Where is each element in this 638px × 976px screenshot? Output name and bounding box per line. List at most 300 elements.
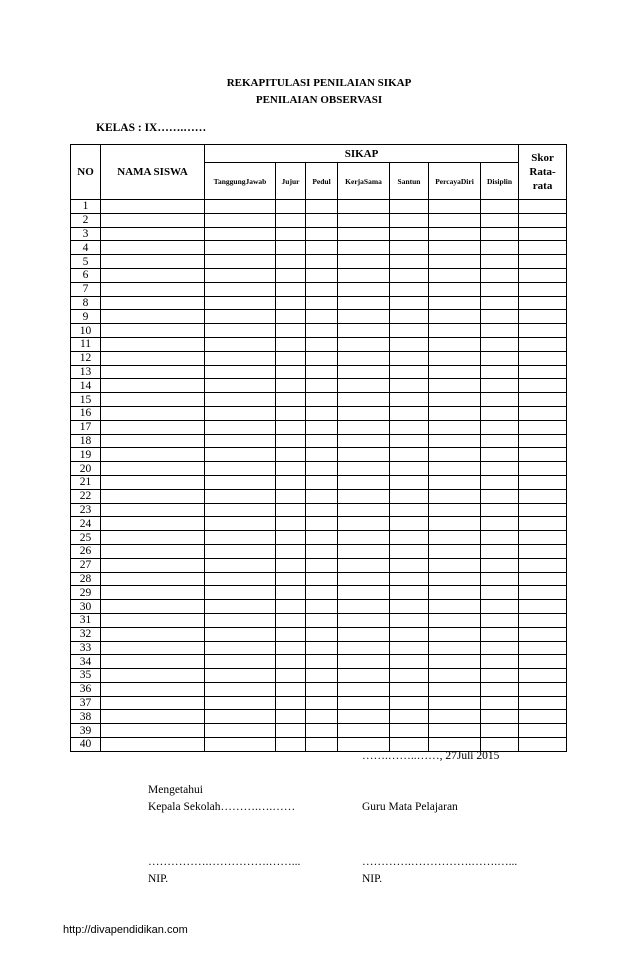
average-score-cell[interactable] — [519, 200, 567, 214]
attitude-score-cell[interactable] — [205, 324, 276, 338]
attitude-score-cell[interactable] — [276, 572, 306, 586]
student-name-cell[interactable] — [101, 627, 205, 641]
student-name-cell[interactable] — [101, 710, 205, 724]
attitude-score-cell[interactable] — [205, 724, 276, 738]
student-name-cell[interactable] — [101, 682, 205, 696]
attitude-score-cell[interactable] — [205, 613, 276, 627]
student-name-cell[interactable] — [101, 696, 205, 710]
attitude-score-cell[interactable] — [390, 337, 429, 351]
attitude-score-cell[interactable] — [205, 406, 276, 420]
attitude-score-cell[interactable] — [338, 351, 390, 365]
attitude-score-cell[interactable] — [205, 475, 276, 489]
student-name-cell[interactable] — [101, 337, 205, 351]
attitude-score-cell[interactable] — [338, 268, 390, 282]
average-score-cell[interactable] — [519, 268, 567, 282]
attitude-score-cell[interactable] — [205, 544, 276, 558]
attitude-score-cell[interactable] — [205, 241, 276, 255]
attitude-score-cell[interactable] — [429, 627, 481, 641]
attitude-score-cell[interactable] — [429, 682, 481, 696]
attitude-score-cell[interactable] — [276, 462, 306, 476]
attitude-score-cell[interactable] — [429, 296, 481, 310]
attitude-score-cell[interactable] — [390, 627, 429, 641]
attitude-score-cell[interactable] — [276, 558, 306, 572]
attitude-score-cell[interactable] — [306, 724, 338, 738]
attitude-score-cell[interactable] — [205, 655, 276, 669]
attitude-score-cell[interactable] — [276, 586, 306, 600]
attitude-score-cell[interactable] — [306, 420, 338, 434]
attitude-score-cell[interactable] — [205, 282, 276, 296]
attitude-score-cell[interactable] — [429, 475, 481, 489]
average-score-cell[interactable] — [519, 544, 567, 558]
attitude-score-cell[interactable] — [429, 613, 481, 627]
attitude-score-cell[interactable] — [481, 544, 519, 558]
attitude-score-cell[interactable] — [276, 475, 306, 489]
attitude-score-cell[interactable] — [276, 393, 306, 407]
attitude-score-cell[interactable] — [306, 310, 338, 324]
attitude-score-cell[interactable] — [276, 282, 306, 296]
attitude-score-cell[interactable] — [205, 531, 276, 545]
attitude-score-cell[interactable] — [306, 489, 338, 503]
attitude-score-cell[interactable] — [429, 268, 481, 282]
average-score-cell[interactable] — [519, 324, 567, 338]
attitude-score-cell[interactable] — [276, 724, 306, 738]
attitude-score-cell[interactable] — [390, 434, 429, 448]
attitude-score-cell[interactable] — [390, 241, 429, 255]
attitude-score-cell[interactable] — [429, 365, 481, 379]
student-name-cell[interactable] — [101, 379, 205, 393]
attitude-score-cell[interactable] — [306, 669, 338, 683]
student-name-cell[interactable] — [101, 200, 205, 214]
attitude-score-cell[interactable] — [390, 613, 429, 627]
average-score-cell[interactable] — [519, 337, 567, 351]
attitude-score-cell[interactable] — [276, 517, 306, 531]
attitude-score-cell[interactable] — [276, 351, 306, 365]
attitude-score-cell[interactable] — [481, 489, 519, 503]
average-score-cell[interactable] — [519, 724, 567, 738]
average-score-cell[interactable] — [519, 641, 567, 655]
attitude-score-cell[interactable] — [429, 379, 481, 393]
attitude-score-cell[interactable] — [276, 241, 306, 255]
attitude-score-cell[interactable] — [306, 213, 338, 227]
average-score-cell[interactable] — [519, 475, 567, 489]
average-score-cell[interactable] — [519, 531, 567, 545]
attitude-score-cell[interactable] — [390, 641, 429, 655]
average-score-cell[interactable] — [519, 255, 567, 269]
attitude-score-cell[interactable] — [276, 310, 306, 324]
average-score-cell[interactable] — [519, 503, 567, 517]
attitude-score-cell[interactable] — [429, 255, 481, 269]
attitude-score-cell[interactable] — [390, 710, 429, 724]
attitude-score-cell[interactable] — [205, 517, 276, 531]
average-score-cell[interactable] — [519, 310, 567, 324]
student-name-cell[interactable] — [101, 241, 205, 255]
attitude-score-cell[interactable] — [338, 337, 390, 351]
attitude-score-cell[interactable] — [429, 462, 481, 476]
attitude-score-cell[interactable] — [429, 572, 481, 586]
attitude-score-cell[interactable] — [429, 406, 481, 420]
attitude-score-cell[interactable] — [205, 669, 276, 683]
student-name-cell[interactable] — [101, 296, 205, 310]
attitude-score-cell[interactable] — [306, 379, 338, 393]
attitude-score-cell[interactable] — [429, 517, 481, 531]
attitude-score-cell[interactable] — [481, 517, 519, 531]
attitude-score-cell[interactable] — [205, 213, 276, 227]
attitude-score-cell[interactable] — [276, 710, 306, 724]
student-name-cell[interactable] — [101, 531, 205, 545]
attitude-score-cell[interactable] — [205, 738, 276, 752]
average-score-cell[interactable] — [519, 420, 567, 434]
attitude-score-cell[interactable] — [276, 531, 306, 545]
attitude-score-cell[interactable] — [338, 365, 390, 379]
attitude-score-cell[interactable] — [390, 586, 429, 600]
average-score-cell[interactable] — [519, 558, 567, 572]
attitude-score-cell[interactable] — [481, 365, 519, 379]
attitude-score-cell[interactable] — [338, 406, 390, 420]
attitude-score-cell[interactable] — [306, 572, 338, 586]
student-name-cell[interactable] — [101, 641, 205, 655]
attitude-score-cell[interactable] — [481, 682, 519, 696]
attitude-score-cell[interactable] — [338, 613, 390, 627]
attitude-score-cell[interactable] — [276, 255, 306, 269]
attitude-score-cell[interactable] — [306, 406, 338, 420]
attitude-score-cell[interactable] — [306, 738, 338, 752]
attitude-score-cell[interactable] — [306, 517, 338, 531]
attitude-score-cell[interactable] — [205, 600, 276, 614]
attitude-score-cell[interactable] — [306, 696, 338, 710]
attitude-score-cell[interactable] — [481, 641, 519, 655]
attitude-score-cell[interactable] — [481, 434, 519, 448]
average-score-cell[interactable] — [519, 572, 567, 586]
student-name-cell[interactable] — [101, 489, 205, 503]
student-name-cell[interactable] — [101, 655, 205, 669]
attitude-score-cell[interactable] — [481, 324, 519, 338]
attitude-score-cell[interactable] — [429, 241, 481, 255]
attitude-score-cell[interactable] — [338, 682, 390, 696]
attitude-score-cell[interactable] — [276, 489, 306, 503]
attitude-score-cell[interactable] — [205, 627, 276, 641]
attitude-score-cell[interactable] — [481, 503, 519, 517]
average-score-cell[interactable] — [519, 213, 567, 227]
attitude-score-cell[interactable] — [205, 200, 276, 214]
attitude-score-cell[interactable] — [276, 613, 306, 627]
attitude-score-cell[interactable] — [306, 448, 338, 462]
average-score-cell[interactable] — [519, 613, 567, 627]
student-name-cell[interactable] — [101, 213, 205, 227]
average-score-cell[interactable] — [519, 627, 567, 641]
attitude-score-cell[interactable] — [205, 710, 276, 724]
attitude-score-cell[interactable] — [481, 268, 519, 282]
student-name-cell[interactable] — [101, 517, 205, 531]
average-score-cell[interactable] — [519, 365, 567, 379]
attitude-score-cell[interactable] — [390, 655, 429, 669]
attitude-score-cell[interactable] — [306, 586, 338, 600]
attitude-score-cell[interactable] — [338, 558, 390, 572]
attitude-score-cell[interactable] — [338, 696, 390, 710]
attitude-score-cell[interactable] — [338, 489, 390, 503]
attitude-score-cell[interactable] — [276, 324, 306, 338]
attitude-score-cell[interactable] — [205, 462, 276, 476]
attitude-score-cell[interactable] — [481, 282, 519, 296]
student-name-cell[interactable] — [101, 572, 205, 586]
attitude-score-cell[interactable] — [306, 641, 338, 655]
attitude-score-cell[interactable] — [390, 489, 429, 503]
attitude-score-cell[interactable] — [481, 448, 519, 462]
attitude-score-cell[interactable] — [205, 434, 276, 448]
attitude-score-cell[interactable] — [429, 227, 481, 241]
attitude-score-cell[interactable] — [390, 462, 429, 476]
attitude-score-cell[interactable] — [306, 227, 338, 241]
attitude-score-cell[interactable] — [481, 558, 519, 572]
attitude-score-cell[interactable] — [429, 200, 481, 214]
attitude-score-cell[interactable] — [276, 296, 306, 310]
attitude-score-cell[interactable] — [306, 531, 338, 545]
attitude-score-cell[interactable] — [429, 586, 481, 600]
attitude-score-cell[interactable] — [276, 337, 306, 351]
attitude-score-cell[interactable] — [390, 558, 429, 572]
attitude-score-cell[interactable] — [429, 282, 481, 296]
attitude-score-cell[interactable] — [205, 572, 276, 586]
student-name-cell[interactable] — [101, 393, 205, 407]
attitude-score-cell[interactable] — [306, 503, 338, 517]
attitude-score-cell[interactable] — [481, 255, 519, 269]
attitude-score-cell[interactable] — [338, 544, 390, 558]
attitude-score-cell[interactable] — [338, 669, 390, 683]
attitude-score-cell[interactable] — [481, 406, 519, 420]
attitude-score-cell[interactable] — [390, 365, 429, 379]
attitude-score-cell[interactable] — [481, 393, 519, 407]
attitude-score-cell[interactable] — [205, 641, 276, 655]
attitude-score-cell[interactable] — [390, 544, 429, 558]
attitude-score-cell[interactable] — [481, 655, 519, 669]
attitude-score-cell[interactable] — [390, 572, 429, 586]
attitude-score-cell[interactable] — [205, 227, 276, 241]
attitude-score-cell[interactable] — [306, 655, 338, 669]
attitude-score-cell[interactable] — [338, 724, 390, 738]
attitude-score-cell[interactable] — [390, 517, 429, 531]
attitude-score-cell[interactable] — [429, 393, 481, 407]
attitude-score-cell[interactable] — [429, 448, 481, 462]
student-name-cell[interactable] — [101, 586, 205, 600]
average-score-cell[interactable] — [519, 406, 567, 420]
attitude-score-cell[interactable] — [306, 600, 338, 614]
average-score-cell[interactable] — [519, 600, 567, 614]
attitude-score-cell[interactable] — [338, 420, 390, 434]
attitude-score-cell[interactable] — [390, 531, 429, 545]
attitude-score-cell[interactable] — [276, 627, 306, 641]
average-score-cell[interactable] — [519, 227, 567, 241]
attitude-score-cell[interactable] — [481, 310, 519, 324]
attitude-score-cell[interactable] — [390, 600, 429, 614]
attitude-score-cell[interactable] — [338, 503, 390, 517]
student-name-cell[interactable] — [101, 613, 205, 627]
student-name-cell[interactable] — [101, 268, 205, 282]
attitude-score-cell[interactable] — [338, 572, 390, 586]
attitude-score-cell[interactable] — [429, 558, 481, 572]
attitude-score-cell[interactable] — [481, 462, 519, 476]
student-name-cell[interactable] — [101, 558, 205, 572]
attitude-score-cell[interactable] — [276, 544, 306, 558]
attitude-score-cell[interactable] — [390, 503, 429, 517]
attitude-score-cell[interactable] — [276, 365, 306, 379]
attitude-score-cell[interactable] — [390, 406, 429, 420]
attitude-score-cell[interactable] — [306, 296, 338, 310]
attitude-score-cell[interactable] — [390, 379, 429, 393]
attitude-score-cell[interactable] — [338, 241, 390, 255]
attitude-score-cell[interactable] — [306, 255, 338, 269]
attitude-score-cell[interactable] — [306, 682, 338, 696]
student-name-cell[interactable] — [101, 255, 205, 269]
attitude-score-cell[interactable] — [481, 337, 519, 351]
attitude-score-cell[interactable] — [306, 462, 338, 476]
attitude-score-cell[interactable] — [390, 393, 429, 407]
attitude-score-cell[interactable] — [481, 420, 519, 434]
attitude-score-cell[interactable] — [205, 503, 276, 517]
attitude-score-cell[interactable] — [306, 627, 338, 641]
attitude-score-cell[interactable] — [338, 200, 390, 214]
attitude-score-cell[interactable] — [276, 696, 306, 710]
attitude-score-cell[interactable] — [338, 255, 390, 269]
attitude-score-cell[interactable] — [338, 324, 390, 338]
attitude-score-cell[interactable] — [429, 724, 481, 738]
student-name-cell[interactable] — [101, 600, 205, 614]
attitude-score-cell[interactable] — [429, 655, 481, 669]
average-score-cell[interactable] — [519, 517, 567, 531]
attitude-score-cell[interactable] — [276, 379, 306, 393]
attitude-score-cell[interactable] — [338, 227, 390, 241]
attitude-score-cell[interactable] — [276, 503, 306, 517]
student-name-cell[interactable] — [101, 420, 205, 434]
attitude-score-cell[interactable] — [481, 351, 519, 365]
student-name-cell[interactable] — [101, 324, 205, 338]
attitude-score-cell[interactable] — [481, 586, 519, 600]
average-score-cell[interactable] — [519, 241, 567, 255]
student-name-cell[interactable] — [101, 544, 205, 558]
attitude-score-cell[interactable] — [390, 310, 429, 324]
footer-url[interactable]: http://divapendidikan.com — [63, 924, 188, 936]
attitude-score-cell[interactable] — [205, 420, 276, 434]
attitude-score-cell[interactable] — [390, 696, 429, 710]
attitude-score-cell[interactable] — [481, 241, 519, 255]
student-name-cell[interactable] — [101, 434, 205, 448]
attitude-score-cell[interactable] — [276, 406, 306, 420]
attitude-score-cell[interactable] — [205, 296, 276, 310]
attitude-score-cell[interactable] — [276, 213, 306, 227]
attitude-score-cell[interactable] — [481, 227, 519, 241]
attitude-score-cell[interactable] — [306, 710, 338, 724]
attitude-score-cell[interactable] — [276, 738, 306, 752]
student-name-cell[interactable] — [101, 475, 205, 489]
attitude-score-cell[interactable] — [276, 600, 306, 614]
attitude-score-cell[interactable] — [481, 613, 519, 627]
attitude-score-cell[interactable] — [481, 213, 519, 227]
attitude-score-cell[interactable] — [338, 600, 390, 614]
student-name-cell[interactable] — [101, 724, 205, 738]
attitude-score-cell[interactable] — [429, 420, 481, 434]
attitude-score-cell[interactable] — [429, 669, 481, 683]
attitude-score-cell[interactable] — [338, 517, 390, 531]
average-score-cell[interactable] — [519, 393, 567, 407]
attitude-score-cell[interactable] — [338, 655, 390, 669]
average-score-cell[interactable] — [519, 710, 567, 724]
attitude-score-cell[interactable] — [429, 696, 481, 710]
attitude-score-cell[interactable] — [390, 227, 429, 241]
attitude-score-cell[interactable] — [276, 655, 306, 669]
student-name-cell[interactable] — [101, 462, 205, 476]
attitude-score-cell[interactable] — [306, 365, 338, 379]
attitude-score-cell[interactable] — [306, 434, 338, 448]
attitude-score-cell[interactable] — [390, 351, 429, 365]
attitude-score-cell[interactable] — [338, 586, 390, 600]
student-name-cell[interactable] — [101, 310, 205, 324]
attitude-score-cell[interactable] — [276, 268, 306, 282]
student-name-cell[interactable] — [101, 503, 205, 517]
average-score-cell[interactable] — [519, 696, 567, 710]
attitude-score-cell[interactable] — [338, 641, 390, 655]
attitude-score-cell[interactable] — [481, 475, 519, 489]
student-name-cell[interactable] — [101, 406, 205, 420]
attitude-score-cell[interactable] — [306, 558, 338, 572]
attitude-score-cell[interactable] — [338, 531, 390, 545]
attitude-score-cell[interactable] — [306, 544, 338, 558]
average-score-cell[interactable] — [519, 655, 567, 669]
attitude-score-cell[interactable] — [481, 669, 519, 683]
attitude-score-cell[interactable] — [390, 682, 429, 696]
attitude-score-cell[interactable] — [481, 296, 519, 310]
attitude-score-cell[interactable] — [429, 434, 481, 448]
attitude-score-cell[interactable] — [481, 710, 519, 724]
attitude-score-cell[interactable] — [276, 227, 306, 241]
attitude-score-cell[interactable] — [429, 531, 481, 545]
attitude-score-cell[interactable] — [205, 365, 276, 379]
attitude-score-cell[interactable] — [306, 282, 338, 296]
attitude-score-cell[interactable] — [306, 351, 338, 365]
attitude-score-cell[interactable] — [429, 324, 481, 338]
attitude-score-cell[interactable] — [306, 324, 338, 338]
attitude-score-cell[interactable] — [276, 200, 306, 214]
attitude-score-cell[interactable] — [481, 200, 519, 214]
attitude-score-cell[interactable] — [276, 420, 306, 434]
attitude-score-cell[interactable] — [338, 475, 390, 489]
attitude-score-cell[interactable] — [390, 255, 429, 269]
attitude-score-cell[interactable] — [429, 310, 481, 324]
attitude-score-cell[interactable] — [481, 600, 519, 614]
attitude-score-cell[interactable] — [338, 379, 390, 393]
average-score-cell[interactable] — [519, 682, 567, 696]
attitude-score-cell[interactable] — [390, 296, 429, 310]
attitude-score-cell[interactable] — [390, 475, 429, 489]
attitude-score-cell[interactable] — [429, 337, 481, 351]
attitude-score-cell[interactable] — [306, 337, 338, 351]
attitude-score-cell[interactable] — [276, 434, 306, 448]
average-score-cell[interactable] — [519, 462, 567, 476]
attitude-score-cell[interactable] — [338, 627, 390, 641]
attitude-score-cell[interactable] — [205, 558, 276, 572]
average-score-cell[interactable] — [519, 586, 567, 600]
attitude-score-cell[interactable] — [481, 531, 519, 545]
attitude-score-cell[interactable] — [306, 475, 338, 489]
attitude-score-cell[interactable] — [338, 282, 390, 296]
attitude-score-cell[interactable] — [276, 641, 306, 655]
attitude-score-cell[interactable] — [429, 641, 481, 655]
attitude-score-cell[interactable] — [205, 489, 276, 503]
attitude-score-cell[interactable] — [306, 200, 338, 214]
student-name-cell[interactable] — [101, 282, 205, 296]
attitude-score-cell[interactable] — [306, 613, 338, 627]
attitude-score-cell[interactable] — [338, 434, 390, 448]
attitude-score-cell[interactable] — [481, 724, 519, 738]
attitude-score-cell[interactable] — [390, 448, 429, 462]
average-score-cell[interactable] — [519, 296, 567, 310]
